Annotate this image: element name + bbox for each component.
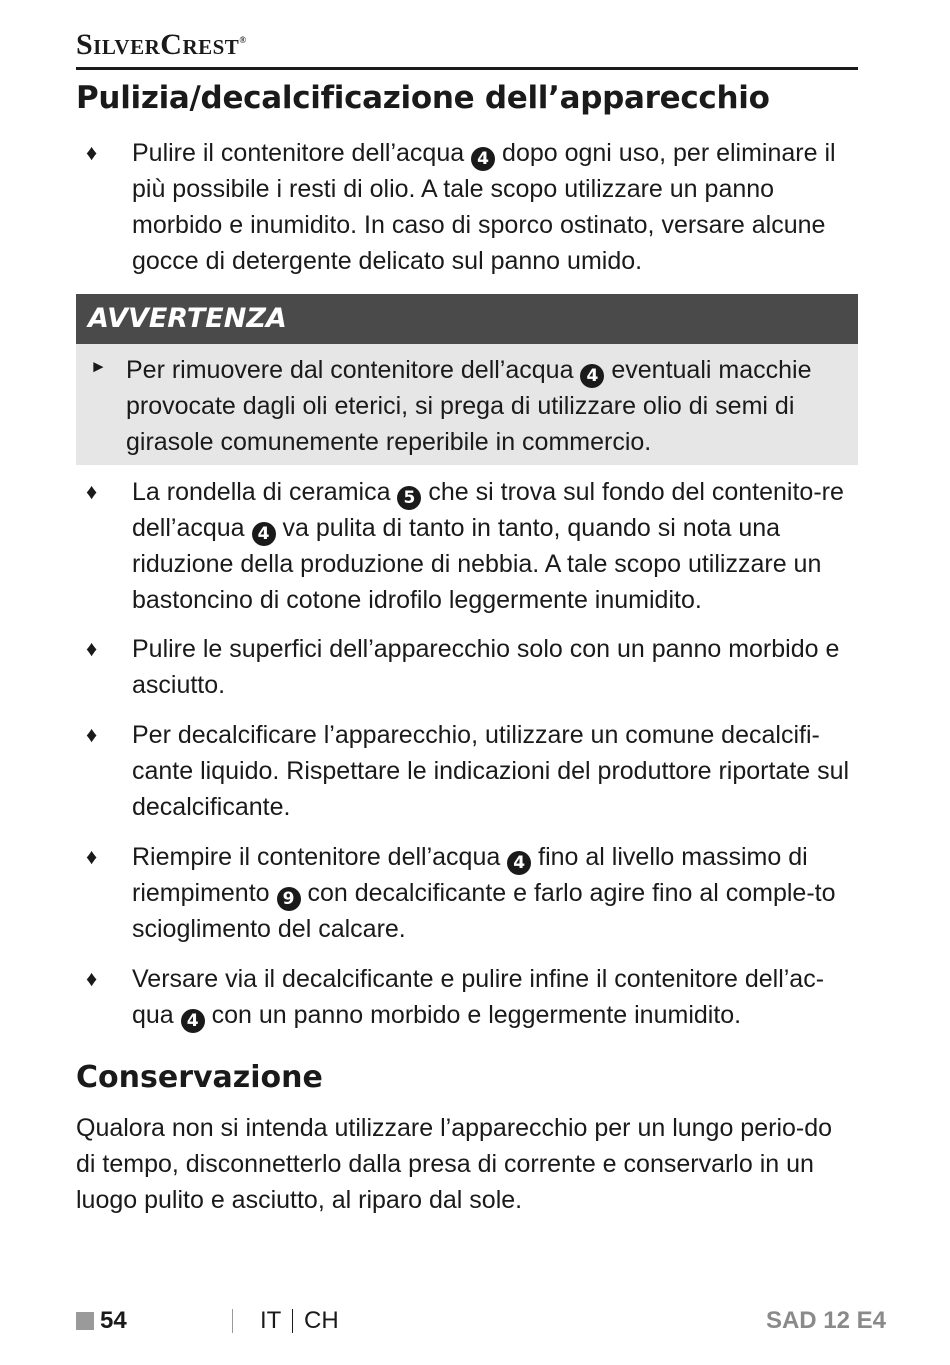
list-item — [76, 631, 858, 703]
warning-header — [76, 294, 858, 344]
page-footer — [76, 1305, 886, 1341]
part-number-badge: 5 — [397, 486, 421, 510]
part-number-badge: 4 — [507, 851, 531, 875]
list-item-text: Pulire le superfici dell’apparecchio solo con un panno morbido e asciutto. — [132, 635, 840, 699]
list-item-text: Per decalcificare l’apparecchio, utilizzare un comune decalcifi-cante liquido. Rispettare le indicazioni del produttore riportate sul decalcificante. — [132, 721, 850, 821]
square-marker-icon — [76, 1312, 94, 1330]
diamond-bullet-icon: ♦ — [86, 636, 98, 661]
diamond-bullet-icon: ♦ — [86, 966, 98, 991]
page-number: 54 — [100, 1307, 127, 1334]
section-title-storage: Conservazione — [76, 1060, 323, 1095]
warning-text: Per rimuovere dal contenitore dell’acqua 4 eventuali macchie provocate dagli oli eterici, si prega di utilizzare olio di semi di girasole comunemente reperibile in commercio. — [126, 356, 812, 456]
diamond-bullet-icon: ♦ — [86, 722, 98, 747]
part-number-badge: 4 — [181, 1009, 205, 1033]
divider — [292, 1309, 293, 1333]
header-rule — [76, 67, 858, 70]
list-item-text: Pulire il contenitore dell’acqua 4 dopo ogni uso, per eliminare il più possibile i resti di olio. A tale scopo utilizzare un panno morbido e inumidito. In caso di sporco ostinato, versare alcune gocce di detergente delicato sul panno umido. — [132, 139, 836, 275]
list-item — [76, 961, 858, 1033]
part-number-badge: 4 — [252, 522, 276, 546]
model-number: SAD 12 E4 — [765, 1307, 886, 1334]
list-item-text: La rondella di ceramica 5 che si trova sul fondo del contenito-re dell’acqua 4 va pulita di tanto in tanto, quando si nota una riduzione della produzione di nebbia. A tale scopo utilizzare un bastoncino di cotone idrofilo leggermente inumidito. — [132, 478, 844, 614]
language-code: IT — [260, 1307, 282, 1334]
list-item — [76, 839, 858, 947]
warning-box — [76, 344, 858, 465]
list-item — [76, 474, 858, 618]
diamond-bullet-icon: ♦ — [86, 479, 98, 504]
brand-logo: SilverCrest® — [76, 28, 247, 61]
arrow-right-icon: ► — [90, 357, 107, 376]
storage-paragraph: Qualora non si intenda utilizzare l’apparecchio per un lungo perio-do di tempo, disconnetterlo dalla presa di corrente e conservarlo in un luogo pulito e asciutto, al riparo dal sole. — [76, 1114, 833, 1214]
list-item — [76, 717, 858, 825]
diamond-bullet-icon: ♦ — [86, 844, 98, 869]
section-title-cleaning: Pulizia/decalcificazione dell’apparecchio — [76, 80, 770, 116]
part-number-badge: 4 — [580, 364, 604, 388]
divider — [232, 1309, 233, 1333]
warning-title: AVVERTENZA — [88, 303, 287, 334]
list-item-text: Versare via il decalcificante e pulire infine il contenitore dell’ac-qua 4 con un panno morbido e leggermente inumidito. — [132, 965, 825, 1031]
list-item — [76, 135, 858, 279]
diamond-bullet-icon: ♦ — [86, 140, 98, 165]
list-item-text: Riempire il contenitore dell’acqua 4 fino al livello massimo di riempimento 9 con decalcificante e farlo agire fino al comple-to scioglimento del calcare. — [132, 843, 836, 943]
part-number-badge: 4 — [471, 147, 495, 171]
country-code: CH — [304, 1307, 339, 1334]
part-number-badge: 9 — [277, 887, 301, 911]
